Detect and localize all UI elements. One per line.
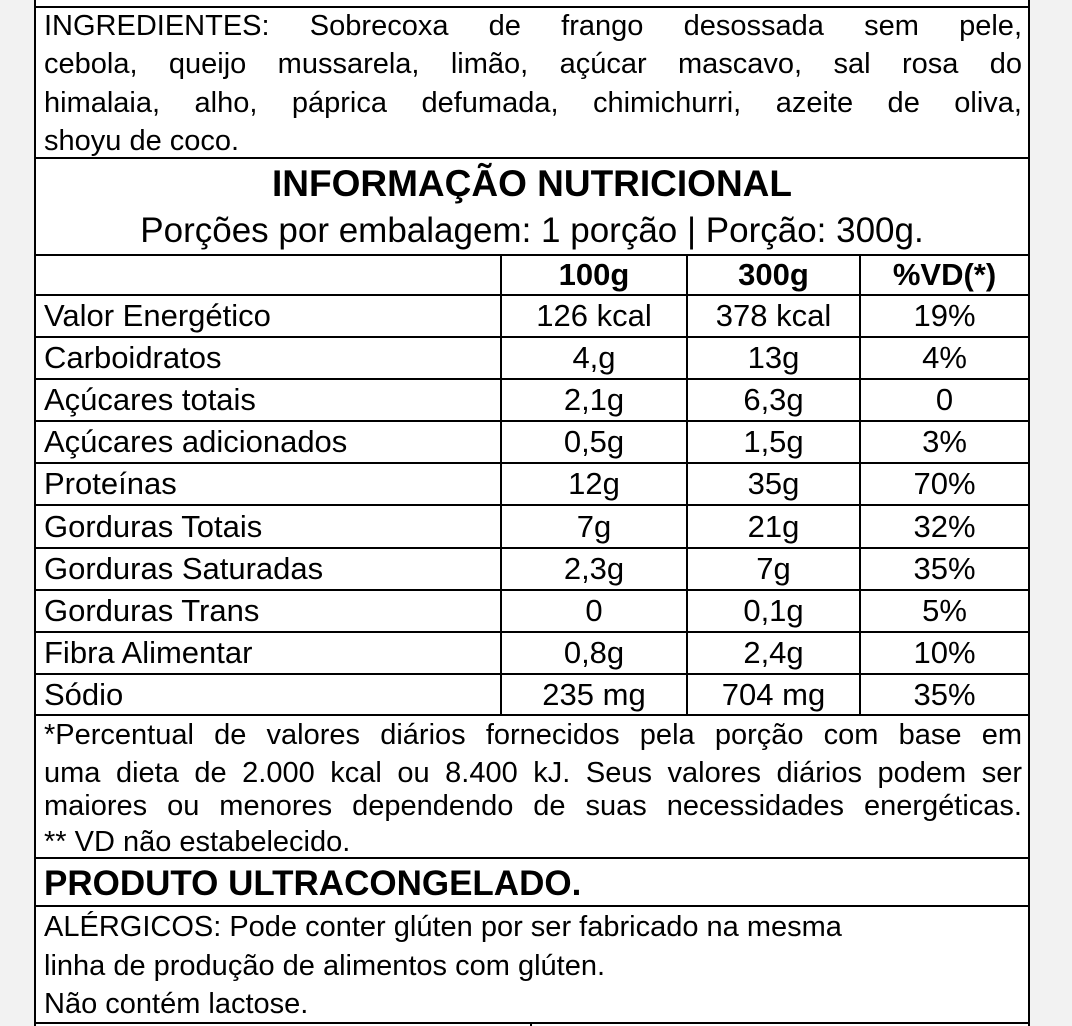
value-vd: 0 [935, 382, 954, 417]
footnote-line: *Percentual de valores diários fornecidos pela porção com base em [44, 719, 1022, 751]
value-vd: 35% [913, 677, 976, 712]
value-300g: 21g [747, 509, 800, 544]
value-300g: 35g [747, 466, 800, 501]
nutrient-name: Gorduras Saturadas [44, 551, 324, 586]
value-100g: 235 mg [542, 677, 646, 712]
allergens-line: ALÉRGICOS: Pode conter glúten por ser fabricado na mesma [44, 911, 842, 943]
value-vd: 70% [913, 466, 976, 501]
value-300g: 6,3g [743, 382, 804, 417]
column-rule [530, 1022, 532, 1026]
value-100g: 0 [585, 593, 603, 628]
nutrient-name: Sódio [44, 677, 124, 712]
nutrient-name: Carboidratos [44, 340, 222, 375]
value-vd: 10% [913, 635, 976, 670]
ingredients-line: INGREDIENTES: Sobrecoxa de frango desossada sem pele, [44, 10, 1022, 42]
value-vd: 3% [922, 424, 967, 459]
allergens-line: linha de produção de alimentos com glúten. [44, 950, 606, 982]
value-100g: 2,3g [563, 551, 625, 586]
value-300g: 1,5g [743, 424, 804, 459]
nutrient-name: Fibra Alimentar [44, 635, 253, 670]
nutrient-name: Gorduras Totais [44, 509, 263, 544]
product-note: PRODUTO ULTRACONGELADO. [44, 864, 582, 903]
nutrient-name: Açúcares totais [44, 382, 256, 417]
ingredients-line: himalaia, alho, páprica defumada, chimichurri, azeite de oliva, [44, 87, 1022, 119]
value-100g: 4,g [572, 340, 616, 375]
footnote-line: maiores ou menores dependendo de suas necessidades energéticas. [44, 790, 1022, 822]
value-300g: 13g [747, 340, 800, 375]
value-100g: 2,1g [563, 382, 625, 417]
serving-info: Porções por embalagem: 1 porção | Porção: 300g. [140, 211, 924, 250]
nutrient-name: Açúcares adicionados [44, 424, 348, 459]
nutrient-name: Proteínas [44, 466, 177, 501]
value-vd: 35% [913, 551, 976, 586]
value-100g: 7g [576, 509, 612, 544]
allergens-line: Não contém lactose. [44, 988, 309, 1020]
value-100g: 0,5g [563, 424, 625, 459]
header-vd: %VD(*) [892, 257, 997, 292]
value-100g: 12g [568, 466, 620, 501]
header-300g: 300g [738, 257, 809, 292]
value-300g: 7g [756, 551, 791, 586]
value-100g: 0,8g [563, 635, 625, 670]
value-300g: 378 kcal [715, 298, 832, 333]
ingredients-line: shoyu de coco. [44, 125, 240, 157]
nutrient-name: Gorduras Trans [44, 593, 260, 628]
header-100g: 100g [558, 257, 630, 292]
value-300g: 704 mg [721, 677, 826, 712]
value-vd: 19% [913, 298, 976, 333]
value-100g: 126 kcal [536, 298, 652, 333]
value-300g: 2,4g [743, 635, 804, 670]
nutrition-title: INFORMAÇÃO NUTRICIONAL [271, 163, 792, 204]
value-300g: 0,1g [743, 593, 804, 628]
value-vd: 32% [913, 509, 976, 544]
footnote-line: uma dieta de 2.000 kcal ou 8.400 kJ. Seus valores diários podem ser [44, 757, 1022, 789]
footnote-line: ** VD não estabelecido. [44, 826, 351, 858]
ingredients-line: cebola, queijo mussarela, limão, açúcar mascavo, sal rosa do [44, 48, 1022, 80]
nutrient-name: Valor Energético [44, 298, 271, 333]
nutrition-label [34, 0, 1030, 1026]
value-vd: 5% [922, 593, 967, 628]
value-vd: 4% [922, 340, 967, 375]
